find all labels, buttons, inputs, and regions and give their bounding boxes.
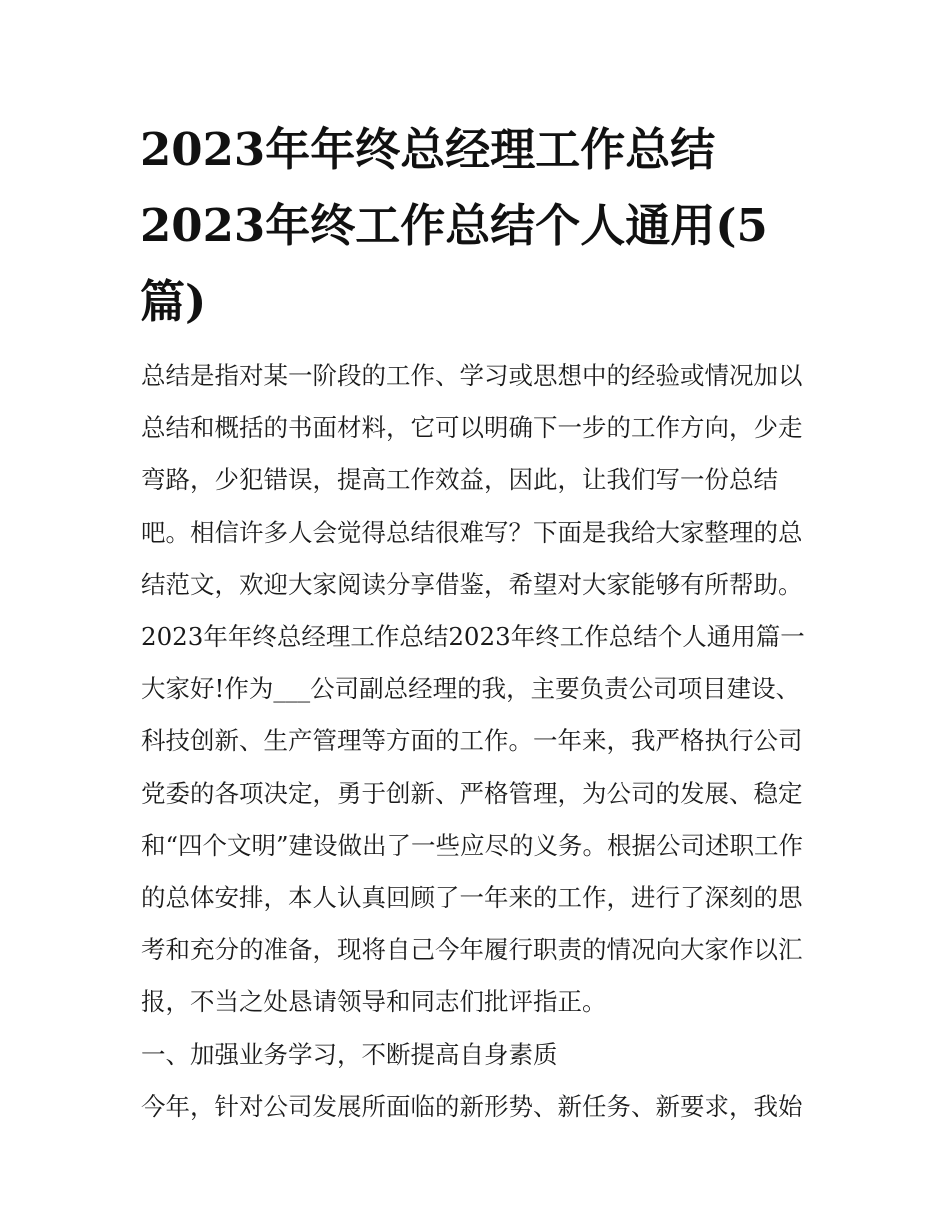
body-line: 科技创新、生产管理等方面的工作。一年来，我严格执行公司 [141, 726, 803, 756]
body-line: 和“四个文明”建设做出了一些应尽的义务。根据公司述职工作 [141, 830, 804, 860]
title-line: 2023年年终总经理工作总结 [140, 123, 716, 176]
body-line: 党委的各项决定，勇于创新、严格管理，为公司的发展、稳定 [141, 778, 803, 808]
body-line: 考和充分的准备，现将自己今年履行职责的情况向大家作以汇 [141, 935, 803, 965]
body-line: 总结和概括的书面材料，它可以明确下一步的工作方向，少走 [141, 413, 803, 443]
body-line: 2023年年终总经理工作总结2023年终工作总结个人通用篇一 [141, 622, 805, 652]
title-line: 2023年终工作总结个人通用(5 [140, 199, 768, 252]
body-line: 结范文，欢迎大家阅读分享借鉴，希望对大家能够有所帮助。 [141, 569, 803, 599]
title-line: 篇) [140, 275, 207, 328]
body-line: 今年，针对公司发展所面临的新形势、新任务、新要求，我始 [141, 1091, 803, 1121]
body-line: 总结是指对某一阶段的工作、学习或思想中的经验或情况加以 [141, 361, 803, 390]
body-line: 报，不当之处恳请领导和同志们批评指正。 [141, 987, 607, 1017]
document-title [140, 112, 820, 340]
document-body [141, 350, 821, 1133]
body-line: 弯路，少犯错误，提高工作效益，因此，让我们写一份总结 [141, 465, 778, 495]
body-line: 大家好!作为___公司副总经理的我，主要负责公司项目建设、 [141, 674, 801, 704]
section-heading: 一、加强业务学习，不断提高自身素质 [141, 1039, 558, 1069]
body-line: 的总体安排，本人认真回顾了一年来的工作，进行了深刻的思 [141, 883, 803, 913]
body-line: 吧。相信许多人会觉得总结很难写？下面是我给大家整理的总 [141, 517, 803, 547]
